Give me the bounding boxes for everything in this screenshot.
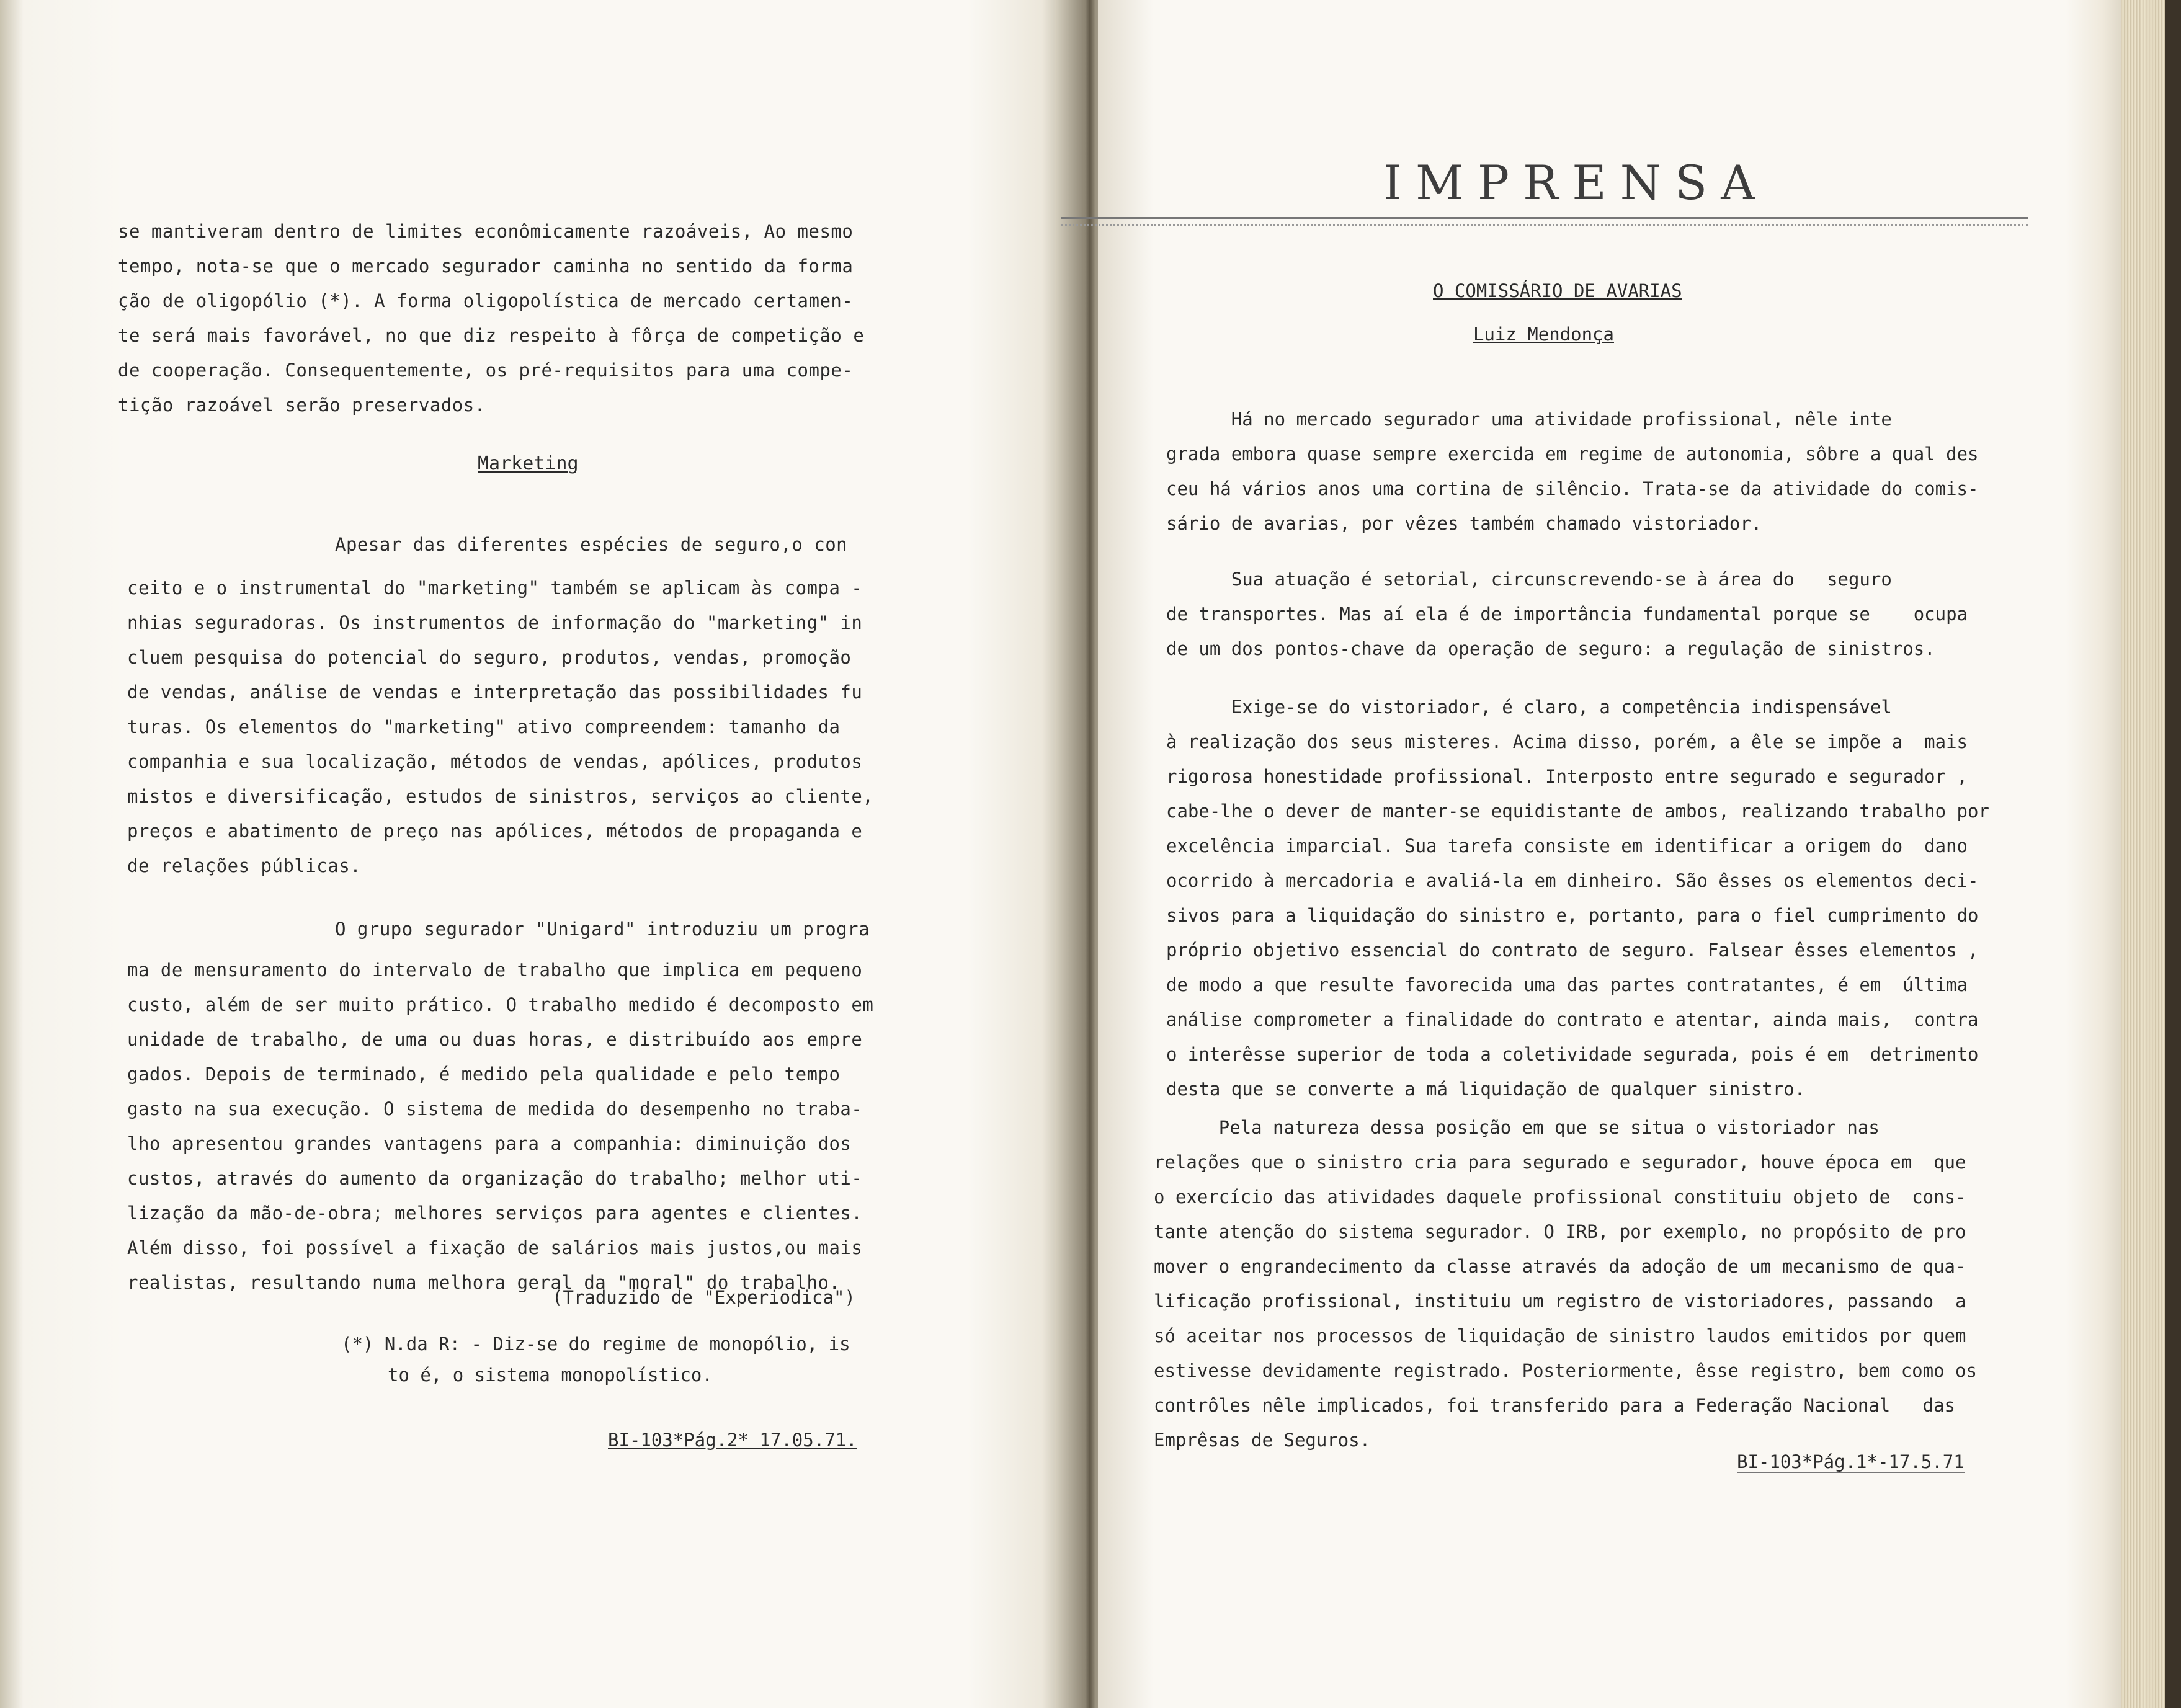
text-line: ceito e o instrumental do "marketing" também se aplicam às compa - bbox=[127, 577, 863, 598]
text-line: te será mais favorável, no que diz respeito à fôrça de competição e bbox=[118, 325, 865, 346]
text-line: realistas, resultando numa melhora geral da "moral" do trabalho. bbox=[127, 1272, 841, 1293]
text-line: o exercício das atividades daquele profissional constituiu objeto de cons- bbox=[1154, 1186, 1966, 1208]
text-line: à realização dos seus misteres. Acima disso, porém, a êle se impõe a mais bbox=[1166, 731, 1968, 752]
text-line: tempo, nota-se que o mercado segurador caminha no sentido da forma bbox=[118, 256, 854, 277]
text-line: desta que se converte a má liquidação de qualquer sinistro. bbox=[1166, 1079, 1806, 1100]
text-line: companhia e sua localização, métodos de vendas, apólices, produtos bbox=[127, 751, 863, 772]
text-line: de vendas, análise de vendas e interpretação das possibilidades fu bbox=[127, 682, 863, 703]
text-line: o interêsse superior de toda a coletividade segurada, pois é em detrimento bbox=[1166, 1044, 1979, 1065]
text-line: Há no mercado segurador uma atividade profissional, nêle inte bbox=[1166, 409, 1892, 430]
text-line: mover o engrandecimento da classe através da adoção de um mecanismo de qua- bbox=[1154, 1256, 1966, 1277]
text-line: lho apresentou grandes vantagens para a companhia: diminuição dos bbox=[127, 1133, 852, 1154]
text-line: Apesar das diferentes espécies de seguro,o con bbox=[335, 534, 848, 555]
text-line: turas. Os elementos do "marketing" ativo compreendem: tamanho da bbox=[127, 716, 841, 737]
text-line: grada embora quase sempre exercida em regime de autonomia, sôbre a qual des bbox=[1166, 443, 1979, 465]
text-line: de relações públicas. bbox=[127, 855, 362, 876]
text-line: Sua atuação é setorial, circunscrevendo-se à área do seguro bbox=[1166, 569, 1892, 590]
text-line: unidade de trabalho, de uma ou duas horas, e distribuído aos empre bbox=[127, 1029, 863, 1050]
text-line: ma de mensuramento do intervalo de trabalho que implica em pequeno bbox=[127, 959, 863, 981]
text-line: próprio objetivo essencial do contrato de seguro. Falsear êsses elementos , bbox=[1166, 940, 1979, 961]
text-line: gados. Depois de terminado, é medido pela qualidade e pelo tempo bbox=[127, 1064, 841, 1085]
text-line: cluem pesquisa do potencial do seguro, produtos, vendas, promoção bbox=[127, 647, 852, 668]
title-rule bbox=[1061, 217, 2028, 226]
text-line: de modo a que resulte favorecida uma das partes contratantes, é em última bbox=[1166, 974, 1968, 995]
text-line: Além disso, foi possível a fixação de salários mais justos,ou mais bbox=[127, 1237, 863, 1258]
text-line: contrôles nêle implicados, foi transferido para a Federação Nacional das bbox=[1154, 1395, 1956, 1416]
translation-note: (Traduzido de "Experiodica") bbox=[552, 1287, 855, 1308]
text-line: custo, além de ser muito prático. O trabalho medido é decomposto em bbox=[127, 994, 874, 1015]
text-line: gasto na sua execução. O sistema de medida do desempenho no traba- bbox=[127, 1098, 863, 1119]
text-line: ceu há vários anos uma cortina de silêncio. Trata-se da atividade do comis- bbox=[1166, 478, 1979, 499]
text-line: Pela natureza dessa posição em que se situa o vistoriador nas bbox=[1154, 1117, 1880, 1138]
text-line: O grupo segurador "Unigard" introduziu um progra bbox=[335, 918, 870, 940]
text-line: nhias seguradoras. Os instrumentos de informação do "marketing" in bbox=[127, 612, 863, 633]
text-line: análise comprometer a finalidade do contrato e atentar, ainda mais, contra bbox=[1166, 1009, 1979, 1030]
footnote-line: to é, o sistema monopolístico. bbox=[388, 1364, 713, 1386]
footnote-line: (*) N.da R: - Diz-se do regime de monopólio, is bbox=[341, 1333, 850, 1354]
article-author: Luiz Mendonça bbox=[1473, 324, 1614, 345]
text-line: custos, através do aumento da organização do trabalho; melhor uti- bbox=[127, 1168, 863, 1189]
text-line: de um dos pontos-chave da operação de seguro: a regulação de sinistros. bbox=[1166, 638, 1935, 659]
text-line: relações que o sinistro cria para segurado e segurador, houve época em que bbox=[1154, 1152, 1966, 1173]
section-title: IMPRENSA bbox=[1383, 155, 1769, 210]
text-line: lificação profissional, instituiu um registro de vistoriadores, passando a bbox=[1154, 1291, 1966, 1312]
text-line: Exige-se do vistoriador, é claro, a competência indispensável bbox=[1166, 696, 1892, 718]
text-line: ocorrido à mercadoria e avaliá-la em dinheiro. São êsses os elementos deci- bbox=[1166, 870, 1979, 891]
text-line: Emprêsas de Seguros. bbox=[1154, 1430, 1371, 1451]
text-line: de transportes. Mas aí ela é de importância fundamental porque se ocupa bbox=[1166, 603, 1968, 625]
text-line: sivos para a liquidação do sinistro e, portanto, para o fiel cumprimento do bbox=[1166, 905, 1979, 926]
text-line: lização da mão-de-obra; melhores serviços para agentes e clientes. bbox=[127, 1203, 863, 1224]
page-reference: BI-103*Pág.1*-17.5.71 bbox=[1737, 1451, 1965, 1474]
text-line: sário de avarias, por vêzes também chamado vistoriador. bbox=[1166, 513, 1762, 534]
text-line: excelência imparcial. Sua tarefa consiste em identificar a origem do dano bbox=[1166, 835, 1968, 856]
text-line: tante atenção do sistema segurador. O IRB, por exemplo, no propósito de pro bbox=[1154, 1221, 1966, 1242]
section-heading: Marketing bbox=[478, 453, 579, 474]
book-cover-edge bbox=[2165, 0, 2181, 1708]
text-line: estivesse devidamente registrado. Posteriormente, êsse registro, bem como os bbox=[1154, 1360, 1977, 1381]
text-line: preços e abatimento de preço nas apólices, métodos de propaganda e bbox=[127, 821, 863, 842]
text-line: de cooperação. Consequentemente, os pré-requisitos para uma compe- bbox=[118, 360, 854, 381]
text-line: só aceitar nos processos de liquidação de sinistro laudos emitidos por quem bbox=[1154, 1325, 1966, 1346]
text-line: cabe-lhe o dever de manter-se equidistante de ambos, realizando trabalho por bbox=[1166, 801, 1989, 822]
page-reference: BI-103*Pág.2* 17.05.71. bbox=[608, 1430, 857, 1451]
text-line: mistos e diversificação, estudos de sinistros, serviços ao cliente, bbox=[127, 786, 874, 807]
text-line: ção de oligopólio (*). A forma oligopolística de mercado certamen- bbox=[118, 290, 854, 311]
text-line: rigorosa honestidade profissional. Interposto entre segurado e segurador , bbox=[1166, 766, 1968, 787]
text-line: tição razoável serão preservados. bbox=[118, 394, 486, 416]
article-title: O COMISSÁRIO DE AVARIAS bbox=[1433, 280, 1682, 301]
text-line: se mantiveram dentro de limites econômicamente razoáveis, Ao mesmo bbox=[118, 221, 854, 242]
left-page bbox=[0, 0, 1070, 1708]
